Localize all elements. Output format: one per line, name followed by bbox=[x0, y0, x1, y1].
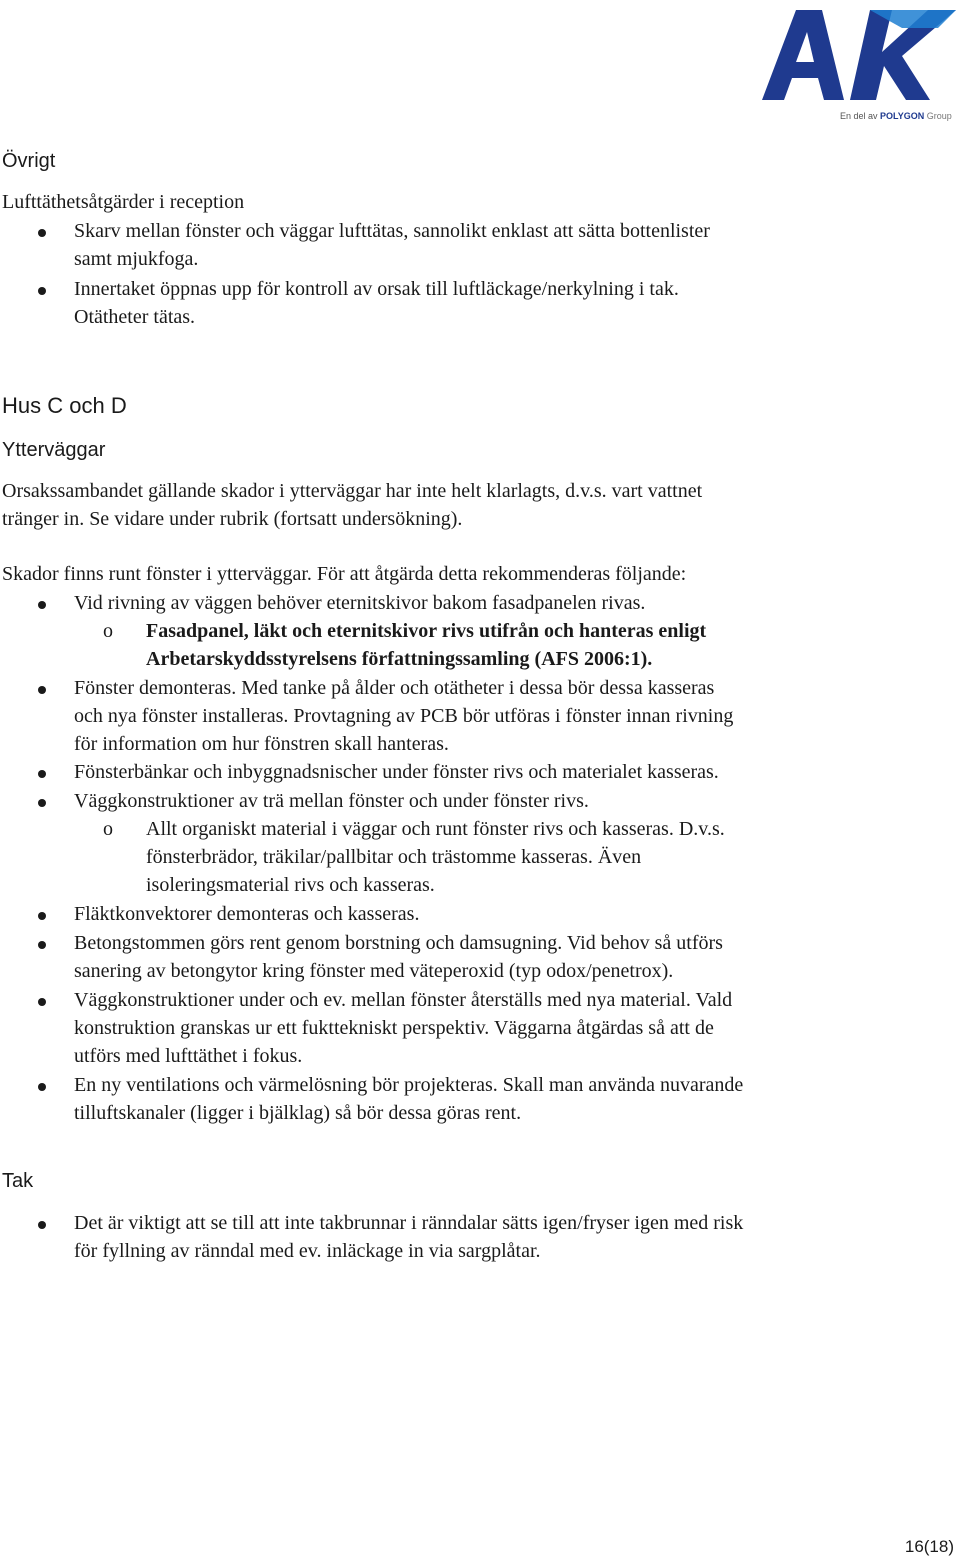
bullet-icon bbox=[38, 998, 46, 1006]
bullet-icon bbox=[38, 941, 46, 949]
bullet-icon bbox=[38, 1083, 46, 1091]
logo-tagline: En del av bbox=[840, 111, 878, 121]
bullet-icon bbox=[38, 1221, 46, 1229]
heading-ovrigt: Övrigt bbox=[2, 150, 56, 172]
paragraph-skador: Skador finns runt fönster i ytterväggar. För att åtgärda detta rekommenderas följande: bbox=[2, 563, 687, 585]
polygon-brand: POLYGON bbox=[880, 111, 925, 121]
heading-hus-c-och-d: Hus C och D bbox=[2, 393, 127, 418]
bullet-icon bbox=[38, 799, 46, 807]
polygon-group: Group bbox=[926, 111, 952, 121]
paragraph-orsak: Orsakssambandet gällande skador i ytterväggar har inte helt klarlagts, d.v.s. vart vattnet tränger in. Se vidare under rubrik (fortsatt undersökning). bbox=[2, 480, 703, 530]
sub-bullet-marker: o bbox=[103, 818, 113, 840]
subheading-ytterväggar: Ytterväggar bbox=[2, 439, 106, 461]
heading-tak: Tak bbox=[2, 1170, 34, 1192]
subheading-lufttathet: Lufttäthetsåtgärder i reception bbox=[2, 191, 245, 213]
page-number: 16(18) bbox=[904, 1537, 954, 1556]
bullet-icon bbox=[38, 229, 46, 237]
bullet-icon bbox=[38, 686, 46, 694]
bullet-icon bbox=[38, 287, 46, 295]
ak-logo-icon bbox=[752, 0, 960, 126]
bullet-icon bbox=[38, 770, 46, 778]
bullet-icon bbox=[38, 912, 46, 920]
sub-bullet-marker: o bbox=[103, 620, 113, 642]
company-logo bbox=[752, 0, 960, 126]
bullet-icon bbox=[38, 601, 46, 609]
